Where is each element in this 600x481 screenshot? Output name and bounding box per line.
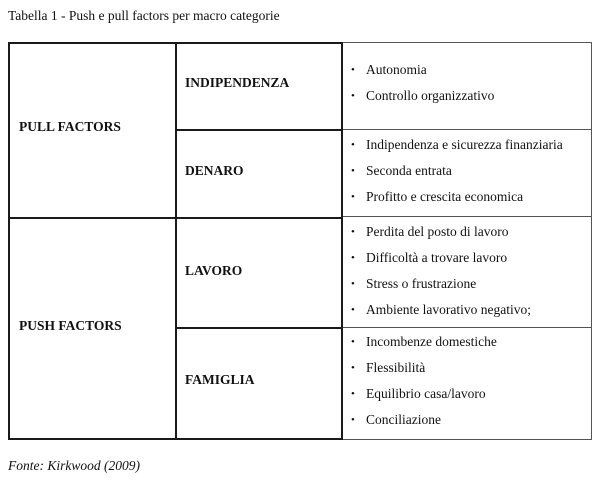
sub-divider xyxy=(176,327,342,329)
row-divider xyxy=(341,327,592,328)
sub-divider xyxy=(176,129,342,131)
list-item: • Equilibrio casa/lavoro xyxy=(346,381,497,407)
items-list-famiglia xyxy=(346,329,497,433)
list-item: • Flessibilità xyxy=(346,355,497,381)
items-list-indipendenza xyxy=(346,57,494,109)
list-item: • Conciliazione xyxy=(346,407,497,433)
bullet-icon: • xyxy=(351,278,355,290)
table-source: Fonte: Kirkwood (2009) xyxy=(8,458,140,473)
subcategory-lavoro: LAVORO xyxy=(185,263,243,278)
pull-factors-label: PULL FACTORS xyxy=(19,119,121,134)
push-factors-label: PUSH FACTORS xyxy=(19,318,122,333)
list-item: • Difficoltà a trovare lavoro xyxy=(346,245,531,271)
table-caption: Tabella 1 - Push e pull factors per macro categorie xyxy=(8,8,280,23)
list-item: • Perdita del posto di lavoro xyxy=(346,219,531,245)
subcategory-famiglia: FAMIGLIA xyxy=(185,372,255,387)
subcategory-denaro: DENARO xyxy=(185,163,244,178)
items-list-lavoro xyxy=(346,219,531,323)
bullet-icon: • xyxy=(351,226,355,238)
items-list-denaro xyxy=(346,132,563,210)
bullet-icon: • xyxy=(351,304,355,316)
column-divider xyxy=(175,217,177,440)
bullet-icon: • xyxy=(351,90,355,102)
bullet-icon: • xyxy=(351,414,355,426)
bullet-icon: • xyxy=(351,336,355,348)
bullet-icon: • xyxy=(351,362,355,374)
bullet-icon: • xyxy=(351,165,355,177)
list-item: • Profitto e crescita economica xyxy=(346,184,563,210)
column-divider xyxy=(175,42,177,219)
bullet-icon: • xyxy=(351,252,355,264)
list-item: • Controllo organizzativo xyxy=(346,83,494,109)
list-item: • Incombenze domestiche xyxy=(346,329,497,355)
subcategory-indipendenza: INDIPENDENZA xyxy=(185,75,290,90)
list-item: • Seconda entrata xyxy=(346,158,563,184)
list-item: • Ambiente lavorativo negativo; xyxy=(346,297,531,323)
row-divider xyxy=(341,129,592,130)
bullet-icon: • xyxy=(351,191,355,203)
bullet-icon: • xyxy=(351,64,355,76)
list-item: • Stress o frustrazione xyxy=(346,271,531,297)
bullet-icon: • xyxy=(351,139,355,151)
list-item: • Indipendenza e sicurezza finanziaria xyxy=(346,132,563,158)
factors-table xyxy=(8,39,592,440)
row-divider xyxy=(341,216,592,217)
bullet-icon: • xyxy=(351,388,355,400)
list-item: • Autonomia xyxy=(346,57,494,83)
